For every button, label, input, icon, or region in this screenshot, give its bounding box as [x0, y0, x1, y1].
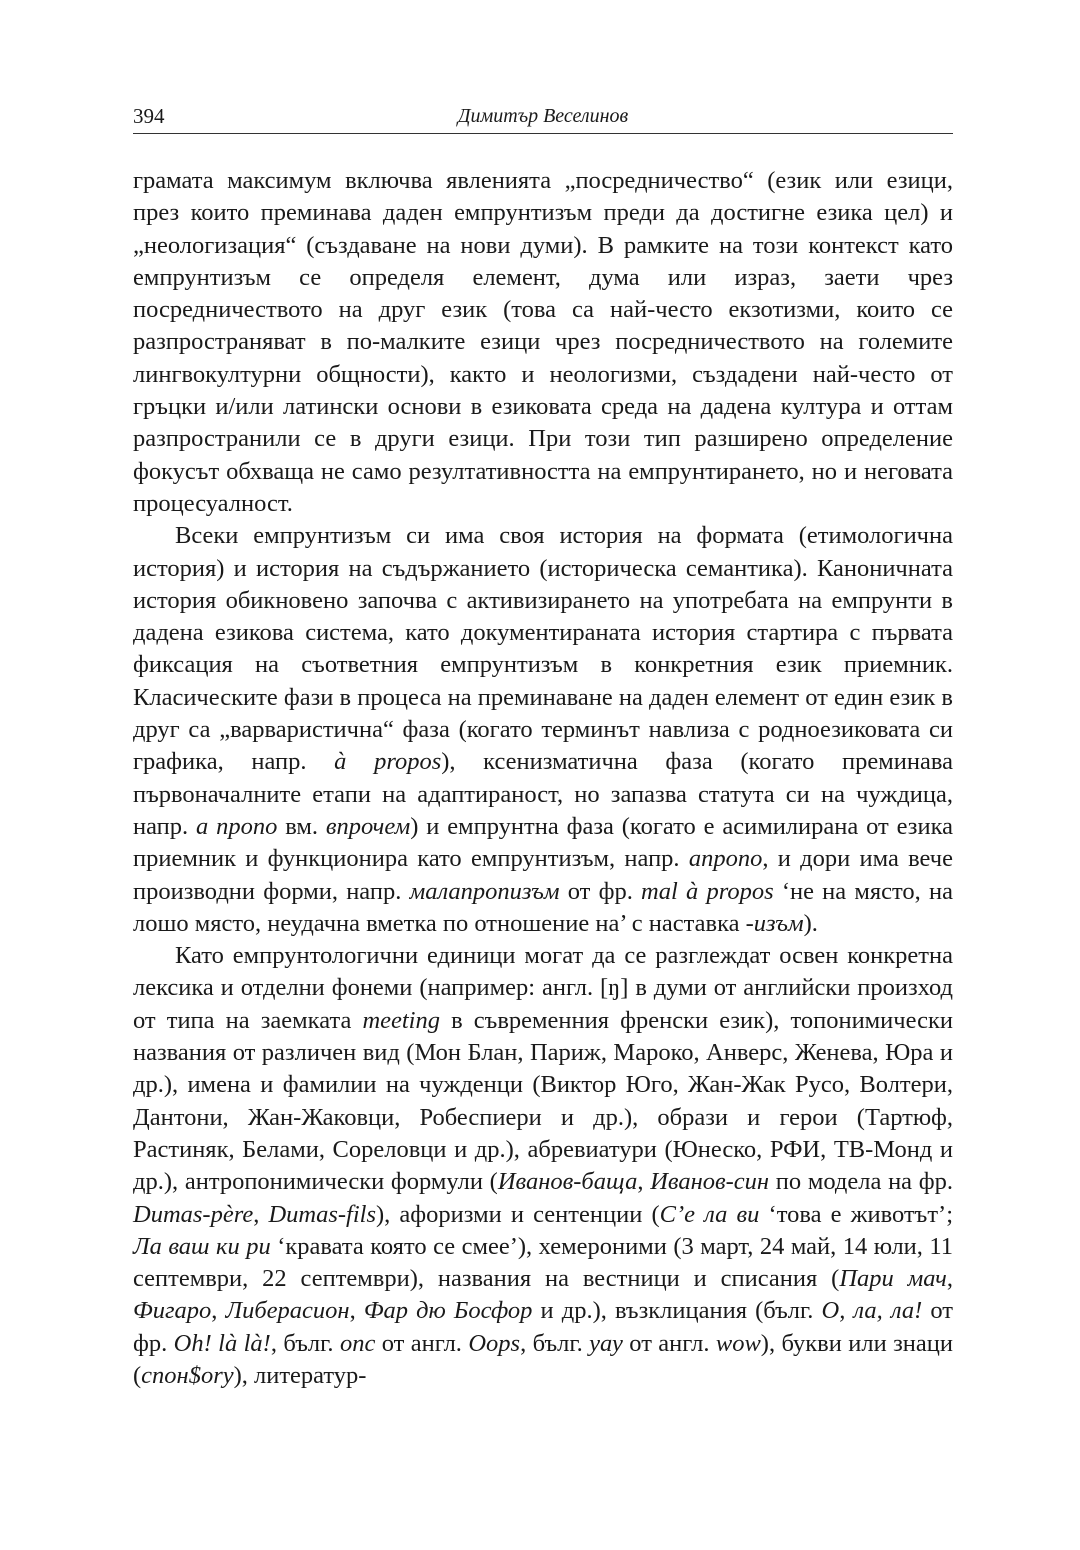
- italic-term: wow: [715, 1329, 761, 1357]
- italic-term: впрочем: [325, 812, 411, 840]
- text-run: ,: [946, 1265, 953, 1293]
- text-run: ‘това е животът’;: [759, 1200, 954, 1228]
- text-run: ‘не на място, на лошо място, неудачна вметка по отношение на’ с наставка: [133, 877, 953, 937]
- italic-term: апропо: [688, 845, 763, 873]
- running-head: Димитър Веселинов: [457, 105, 629, 127]
- text-run: ), ксенизматична фаза (когато преминава първоначалните етапи на адаптираност, но запазва статута си на чуждица, напр.: [133, 748, 953, 840]
- text-run: Всеки емпрунтизъм си има своя история на формата (етимологична история) и история на съдържанието (историческа семантика). Каноничната история обикновено започва с активизирането на употребата на емпрунти в дадена езикова система, като документираната история стартира с първата фиксация на съответния емпрунтизъм в конкретния език приемник. Класическите фази в процеса на преминаване на даден елемент от един език в друг са „варваристична“ фаза (когато терминът навлиза с родноезиковата си графика, напр.: [133, 522, 953, 776]
- text-run: ), литератур-: [233, 1361, 367, 1389]
- italic-term: а пропо: [196, 812, 278, 840]
- text-run: в съвременния френски език), топонимически названия от различен вид (Мон Блан, Париж, Мароко, Анверс, Женева, Юра и др.), имена и фамилии на чужденци (Виктор Юго, Жан-Жак Русо, Волтери, Дантони, Жан-Жаковци, Робеспиери и др.), образи и герои (Тартюф, Растиняк, Белами, Сореловци и др.), абревиатури (Юнеско, РФИ, ТВ-Монд и др.), антропонимически формули (: [133, 1006, 953, 1196]
- italic-term: meeting: [362, 1006, 440, 1034]
- text-run: по модела на фр.: [769, 1168, 954, 1196]
- text-run: от фр.: [133, 1297, 953, 1357]
- text-run: ), афоризми и сентенции (: [376, 1200, 660, 1228]
- italic-term: -изъм: [745, 909, 804, 937]
- text-run: от англ.: [622, 1329, 716, 1357]
- text-run: ), букви или знаци (: [133, 1329, 953, 1389]
- italic-term: малапропизъм: [409, 877, 560, 905]
- text-run: вм.: [277, 812, 326, 840]
- italic-term: Либерасион: [225, 1297, 350, 1325]
- italic-term: О, ла, ла!: [821, 1297, 923, 1325]
- italic-term: Иванов-баща: [497, 1168, 638, 1196]
- italic-term: Иванов-син: [650, 1168, 770, 1196]
- italic-term: Dumas-fils: [268, 1200, 377, 1228]
- text-run: ,: [253, 1200, 269, 1228]
- text-run: ).: [803, 909, 818, 937]
- italic-term: Ла ваш ки ри: [133, 1232, 271, 1260]
- paragraph-1: [133, 165, 953, 520]
- body-text: [133, 165, 953, 1392]
- paragraph-2: [133, 520, 953, 940]
- text-run: , бълг.: [520, 1329, 590, 1357]
- italic-term: Фигаро: [133, 1297, 212, 1325]
- italic-term: Пари мач: [839, 1265, 947, 1293]
- italic-term: С’е ла ви: [659, 1200, 760, 1228]
- italic-term: Фар дю Босфор: [363, 1297, 533, 1325]
- italic-term: Oh! là là!: [173, 1329, 271, 1357]
- text-run: ,: [637, 1168, 651, 1196]
- italic-term: Dumas-père: [133, 1200, 254, 1228]
- paragraph-3: [133, 940, 953, 1392]
- italic-term: Oops: [468, 1329, 521, 1357]
- text-run: от фр.: [559, 877, 642, 905]
- italic-term: уау: [589, 1329, 623, 1357]
- page-header: [133, 103, 953, 134]
- italic-term: à propos: [334, 748, 442, 776]
- text-run: ) и емпрунтна фаза (когато е асимилирана от езика приемник и функционира като емпрунтизъм, напр.: [133, 812, 953, 873]
- text-run: ‘кравата която се смее’), хемероними (3 март, 24 май, 14 юли, 11 септември, 22 септември), названия на вестници и списания (: [133, 1232, 953, 1293]
- text-run: Като емпрунтологични единици могат да се разглеждат освен конкретна лексика и отделни фонеми (например: англ. [ŋ] в думи от английски произход от типа на заемката: [133, 942, 953, 1034]
- page-number: 394: [133, 104, 165, 128]
- text-run: , бълг.: [270, 1329, 340, 1357]
- text-run: грамата максимум включва явленията „посредничество“ (език или езици, през които преминава даден емпрунтизъм преди да достигне езика цел) и „неологизация“ (създаване на нови думи). В рамките на този контекст като емпрунтизъм се определя елемент, дума или израз, заети чрез посредничеството на друг език (това са най-често екзотизми, които се разпространяват в по-малките езици чрез посредничеството на големите лингвокултурни общности), както и неологизми, създадени най-често от гръцки и/или латински основи в езиковата среда на дадена култура и оттам разпространили се в други езици. При този тип разширено определение фокусът обхваща не само резултативността на емпрунтирането, но и неговата процесуалност.: [133, 167, 953, 517]
- italic-term: mal à propos: [641, 877, 774, 905]
- text-run: , и дори има вече производни форми, напр.: [133, 845, 953, 905]
- italic-term: опс: [339, 1329, 376, 1357]
- text-run: и др.), възклицания (бълг.: [532, 1297, 822, 1325]
- text-run: от англ.: [375, 1329, 469, 1357]
- italic-term: спон$ory: [141, 1361, 234, 1389]
- text-run: ,: [349, 1297, 364, 1325]
- text-run: ,: [211, 1297, 226, 1325]
